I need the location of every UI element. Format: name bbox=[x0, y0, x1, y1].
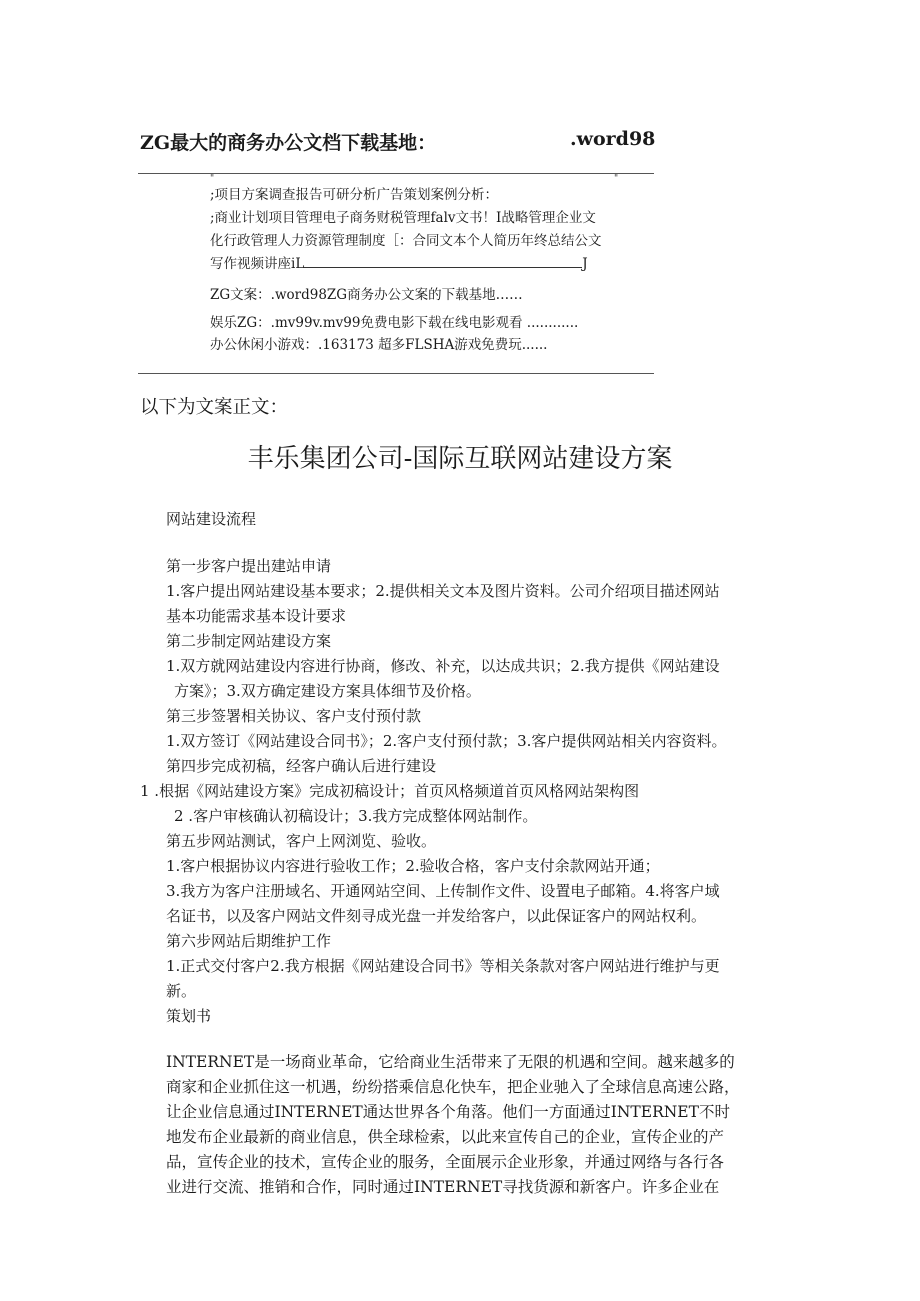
step-heading: 第六步网站后期维护工作 bbox=[166, 932, 332, 950]
step-detail: 1.双方签订《网站建设合同书》；2.客户支付预付款；3.客户提供网站相关内容资料。 bbox=[166, 732, 727, 750]
paragraph-line: 地发布企业最新的商业信息，供全球检索，以此来宣传自己的企业，宣传企业的产 bbox=[166, 1128, 725, 1146]
step-heading: 第五步网站测试，客户上网浏览、验收。 bbox=[166, 832, 437, 850]
ad-line: ZG文案：.word98ZG商务办公文案的下载基地…… bbox=[210, 287, 523, 303]
paragraph-line: 品，宣传企业的技术，宣传企业的服务，全面展示企业形象，并通过网络与各行各 bbox=[166, 1153, 725, 1171]
paragraph-line: INTERNET是一场商业革命，它给商业生活带来了无限的机遇和空间。越来越多的 bbox=[166, 1053, 735, 1071]
document-title: 丰乐集团公司-国际互联网站建设方案 bbox=[247, 444, 673, 474]
divider-bottom bbox=[138, 373, 654, 374]
paragraph-line: 商家和企业抓住这一机遇，纷纷搭乘信息化快车，把企业驰入了全球信息高速公路， bbox=[166, 1078, 740, 1096]
step-heading: 第三步签署相关协议、客户支付预付款 bbox=[166, 707, 422, 725]
paragraph-line: 业进行交流、推销和合作，同时通过INTERNET寻找货源和新客户。许多企业在 bbox=[166, 1178, 720, 1196]
fill-rule bbox=[304, 255, 582, 268]
step-detail: 1.客户提出网站建设基本要求；2.提供相关文本及图片资料。公司介绍项目描述网站 bbox=[166, 582, 720, 600]
step-detail: 2 .客户审核确认初稿设计；3.我方完成整体网站制作。 bbox=[174, 807, 538, 825]
ad-line: ;商业计划项目管理电子商务财税管理falv文书！I战略管理企业文 bbox=[210, 210, 596, 226]
section-heading: 网站建设流程 bbox=[166, 510, 257, 528]
step-heading: 第一步客户提出建站申请 bbox=[166, 557, 332, 575]
step-detail: 新。 bbox=[166, 982, 197, 1000]
paragraph-line: 让企业信息通过INTERNET通达世界各个角落。他们一方面通过INTERNET不时 bbox=[166, 1103, 730, 1121]
plan-heading: 策划书 bbox=[166, 1007, 212, 1025]
step-heading: 第二步制定网站建设方案 bbox=[166, 632, 332, 650]
header-title bbox=[140, 128, 656, 155]
header-title-text: ZG最大的商务办公文档下载基地： bbox=[140, 132, 437, 154]
step-detail: 名证书，以及客户网站文件刻寻成光盘一并发给客户，以此保证客户的网站权利。 bbox=[166, 907, 707, 925]
ad-line-4 bbox=[210, 254, 588, 275]
ad-line: ;项目方案调查报告可研分析广告策划案例分析： bbox=[210, 187, 499, 203]
step-detail: 1.客户根据协议内容进行验收工作；2.验收合格，客户支付余款网站开通； bbox=[166, 857, 660, 875]
step-detail: 方案》；3.双方确定建设方案具体细节及价格。 bbox=[174, 682, 481, 700]
ad-line-text: 写作视频讲座iL bbox=[210, 256, 305, 272]
ad-line: 化行政管理人力资源管理制度［：合同文本个人简历年终总结公文 bbox=[210, 233, 602, 249]
step-detail: 1.正式交付客户2.我方根据《网站建设合同书》等相关条款对客户网站进行维护与更 bbox=[166, 957, 720, 975]
ad-line: 办公休闲小游戏：.163173 超多FLSHA游戏免费玩...... bbox=[210, 337, 548, 353]
box-tick-right: " bbox=[614, 174, 619, 184]
header-domain: .word98 bbox=[570, 128, 656, 150]
divider-top bbox=[138, 173, 654, 174]
ad-line-end: J bbox=[582, 256, 588, 272]
ad-line: 娱乐ZG：.mv99v.mv99免费电影下载在线电影观看 ............ bbox=[210, 315, 579, 331]
intro-text: 以下为文案正文： bbox=[140, 397, 289, 418]
step-detail: 1.双方就网站建设内容进行协商，修改、补充，以达成共识；2.我方提供《网站建设 bbox=[166, 657, 720, 675]
step-detail: 基本功能需求基本设计要求 bbox=[166, 607, 347, 625]
box-tick-left: " bbox=[210, 174, 215, 184]
step-heading: 第四步完成初稿，经客户确认后进行建设 bbox=[166, 757, 437, 775]
step-detail: 1 .根据《网站建设方案》完成初稿设计；首页风格频道首页风格网站架构图 bbox=[140, 782, 640, 800]
step-detail: 3.我方为客户注册域名、开通网站空间、上传制作文件、设置电子邮箱。4.将客户域 bbox=[166, 882, 720, 900]
